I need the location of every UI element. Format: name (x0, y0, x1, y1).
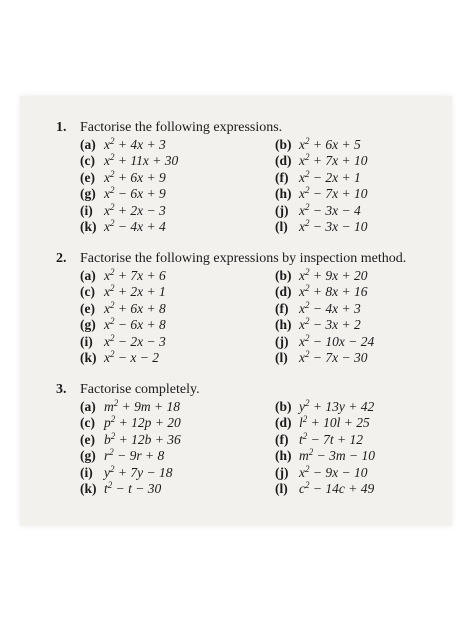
item-label: (f) (275, 431, 289, 447)
item-label: (g) (80, 317, 96, 333)
item-expression: $c^2 - 14c + 49$ (299, 480, 375, 497)
expression-item (275, 268, 425, 284)
expression-item (80, 334, 275, 350)
item-expression: $x^2 + 6x + 5$ (299, 136, 361, 152)
item-expression: $m^2 - 3m - 10$ (299, 447, 375, 464)
item-expression: $x^2 + 11x + 30$ (104, 152, 179, 169)
expression-item (80, 481, 275, 497)
item-expression: $t^2 - t - 30$ (104, 480, 162, 497)
item-label: (j) (275, 464, 289, 480)
expression-list (80, 268, 440, 366)
exercise-1 (56, 120, 440, 235)
expression-item (80, 448, 275, 464)
expression-item (80, 153, 275, 169)
expression-item (80, 465, 275, 481)
item-expression: $m^2 + 9m + 18$ (104, 398, 180, 414)
item-expression: $x^2 - 7x + 10$ (299, 185, 368, 202)
question-title: Factorise the following expressions. (80, 120, 283, 135)
item-label: (l) (275, 481, 288, 497)
expression-item (275, 186, 425, 202)
item-label: (h) (275, 317, 292, 333)
item-label: (a) (80, 137, 96, 152)
item-label: (g) (80, 186, 96, 202)
expression-item (80, 170, 275, 186)
expression-list (80, 137, 440, 235)
item-expression: $x^2 - 2x + 1$ (299, 168, 361, 185)
item-label: (c) (80, 153, 95, 169)
item-expression: $x^2 - 4x + 3$ (299, 299, 361, 316)
expression-item (275, 219, 425, 235)
item-expression: $x^2 - 10x - 24$ (299, 332, 375, 349)
expression-item (275, 481, 425, 497)
expression-item (275, 170, 425, 186)
item-expression: $x^2 - x - 2$ (104, 349, 159, 366)
expression-item (80, 203, 275, 219)
item-label: (d) (275, 415, 292, 431)
item-expression: $x^2 - 4x + 4$ (104, 218, 166, 235)
question-number: 3. (56, 382, 67, 397)
item-expression: $x^2 - 3x - 4$ (299, 201, 361, 218)
item-expression: $x^2 + 6x + 9$ (104, 168, 166, 185)
exercise-2 (56, 251, 440, 366)
expression-item (275, 432, 425, 448)
item-label: (b) (275, 399, 292, 414)
item-expression: $x^2 + 4x + 3$ (104, 136, 166, 152)
expression-item (275, 350, 425, 366)
item-label: (d) (275, 153, 292, 169)
item-label: (a) (80, 268, 96, 283)
item-label: (c) (80, 415, 95, 431)
item-label: (j) (275, 202, 289, 218)
item-label: (b) (275, 137, 292, 152)
expression-item (80, 137, 275, 153)
expression-item (80, 415, 275, 431)
item-expression: $x^2 + 9x + 20$ (299, 267, 368, 283)
item-expression: $y^2 + 7y - 18$ (104, 463, 173, 480)
item-expression: $x^2 - 9x - 10$ (299, 463, 368, 480)
question-title: Factorise the following expressions by inspection method. (80, 251, 407, 266)
question-number: 2. (56, 251, 67, 266)
item-expression: $x^2 + 6x + 8$ (104, 299, 166, 316)
expression-item (80, 219, 275, 235)
expression-item (275, 203, 425, 219)
item-expression: $b^2 + 12b + 36$ (104, 430, 181, 447)
item-label: (g) (80, 448, 96, 464)
item-label: (k) (80, 219, 97, 235)
item-expression: $x^2 - 2x - 3$ (104, 332, 166, 349)
item-expression: $x^2 + 2x - 3$ (104, 201, 166, 218)
item-label: (h) (275, 186, 292, 202)
item-label: (k) (80, 481, 97, 497)
expression-item (275, 317, 425, 333)
expression-item (275, 301, 425, 317)
item-label: (k) (80, 350, 97, 366)
expression-item (80, 432, 275, 448)
item-expression: $l^2 + 10l + 25$ (299, 414, 370, 431)
item-label: (l) (275, 219, 288, 235)
item-label: (a) (80, 399, 96, 414)
item-expression: $x^2 - 6x + 9$ (104, 185, 166, 202)
expression-item (80, 301, 275, 317)
item-expression: $x^2 + 7x + 10$ (299, 152, 368, 169)
expression-item (80, 399, 275, 415)
item-label: (e) (80, 300, 95, 316)
expression-item (80, 268, 275, 284)
expression-list (80, 399, 440, 497)
expression-item (275, 153, 425, 169)
textbook-page (20, 96, 452, 526)
item-expression: $x^2 - 6x + 8$ (104, 316, 166, 333)
expression-item (275, 334, 425, 350)
item-label: (j) (275, 333, 289, 349)
expression-item (275, 284, 425, 300)
question-title: Factorise completely. (80, 382, 200, 397)
expression-item (275, 465, 425, 481)
item-expression: $y^2 + 13y + 42$ (299, 398, 375, 414)
item-label: (f) (275, 169, 289, 185)
item-expression: $x^2 + 7x + 6$ (104, 267, 166, 283)
item-label: (c) (80, 284, 95, 300)
exercise-3 (56, 382, 440, 497)
item-label: (i) (80, 464, 93, 480)
expression-item (275, 415, 425, 431)
item-expression: $x^2 + 2x + 1$ (104, 283, 166, 300)
expression-item (80, 317, 275, 333)
item-label: (i) (80, 333, 93, 349)
expression-item (275, 137, 425, 153)
item-expression: $x^2 + 8x + 16$ (299, 283, 368, 300)
item-expression: $x^2 - 3x - 10$ (299, 218, 368, 235)
expression-item (80, 284, 275, 300)
item-expression: $t^2 - 7t + 12$ (299, 430, 363, 447)
item-label: (e) (80, 169, 95, 185)
item-expression: $p^2 + 12p + 20$ (104, 414, 181, 431)
item-expression: $x^2 - 3x + 2$ (299, 316, 361, 333)
item-expression: $x^2 - 7x - 30$ (299, 349, 368, 366)
item-label: (f) (275, 300, 289, 316)
expression-item (275, 448, 425, 464)
item-label: (i) (80, 202, 93, 218)
item-label: (h) (275, 448, 292, 464)
item-label: (d) (275, 284, 292, 300)
item-label: (b) (275, 268, 292, 283)
question-number: 1. (56, 120, 67, 135)
item-label: (e) (80, 431, 95, 447)
expression-item (80, 350, 275, 366)
item-label: (l) (275, 350, 288, 366)
expression-item (80, 186, 275, 202)
expression-item (275, 399, 425, 415)
item-expression: $r^2 - 9r + 8$ (104, 447, 165, 464)
